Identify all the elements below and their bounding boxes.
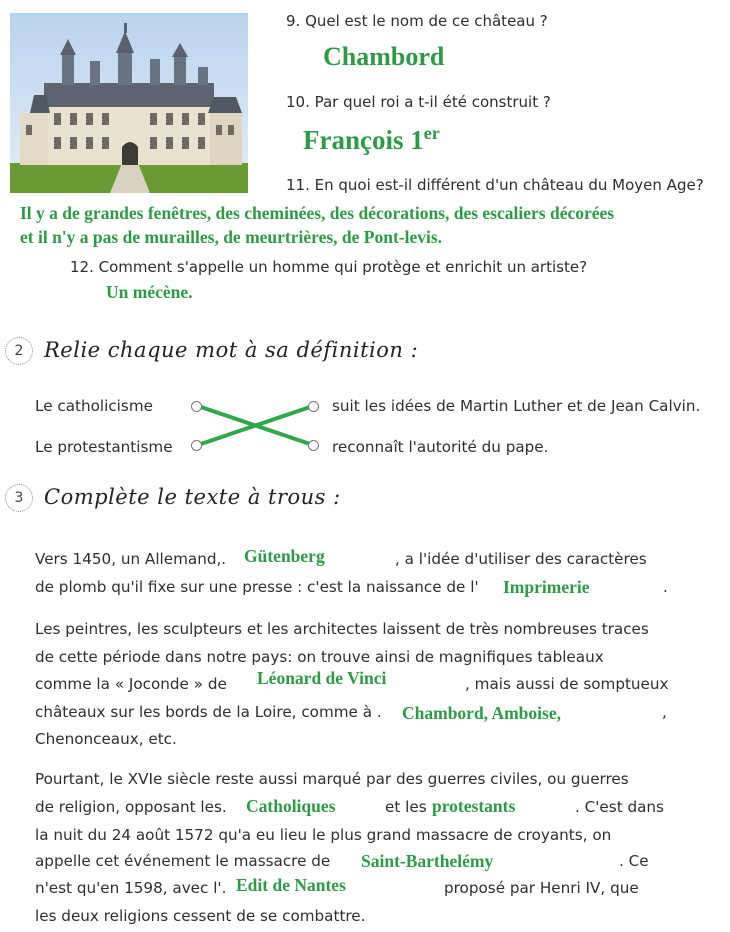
p3-line-1: Pourtant, le XVIe siècle reste aussi marqué par des guerres civiles, ou guerres (35, 770, 629, 788)
match-right-2: reconnaît l'autorité du pape. (332, 438, 549, 456)
section-2-title: Relie chaque mot à sa définition : (44, 338, 419, 362)
answer-blank-4: Chambord, Amboise, (402, 703, 561, 723)
question-12: 12. Comment s'appelle un homme qui protège et enrichit un artiste? (70, 258, 588, 276)
p3-line-4a: appelle cet événement le massacre de (35, 852, 331, 870)
answer-10-base: François 1 (303, 125, 424, 155)
answer-blank-1: Gütenberg (244, 546, 325, 566)
p1-line-1b: , a l'idée d'utiliser des caractères (395, 550, 647, 568)
p3-line-5a: n'est qu'en 1598, avec l'. (35, 879, 227, 897)
match-left-1: Le catholicisme (35, 397, 153, 415)
match-dot-left-1[interactable] (191, 401, 202, 412)
section-2-number: 2 (5, 337, 33, 365)
answer-10-superscript: er (423, 123, 440, 143)
p2-line-5: Chenonceaux, etc. (35, 730, 177, 748)
match-left-2: Le protestantisme (35, 438, 173, 456)
p1-line-2a: de plomb qu'il fixe sur une presse : c'est la naissance de l' (35, 578, 479, 596)
p2-line-3b: , mais aussi de somptueux (465, 675, 669, 693)
p2-line-1: Les peintres, les sculpteurs et les architectes laissent de très nombreuses traces (35, 620, 649, 638)
p3-line-2a: de religion, opposant les. (35, 798, 227, 816)
p1-line-1a: Vers 1450, un Allemand,. (35, 550, 227, 568)
p2-line-4a: châteaux sur les bords de la Loire, comme à . (35, 703, 382, 721)
match-dot-right-1[interactable] (308, 401, 319, 412)
p3-line-4b: . Ce (619, 852, 649, 870)
question-9: 9. Quel est le nom de ce château ? (286, 12, 548, 30)
answer-blank-2: Imprimerie (503, 577, 590, 597)
question-11: 11. En quoi est-il différent d'un château du Moyen Age? (286, 176, 704, 194)
p2-line-2: de cette période dans notre pays: on trouve ainsi de magnifiques tableaux (35, 648, 604, 666)
answer-11-line-2: et il n'y a pas de murailles, de meurtrières, de Pont-levis. (20, 227, 443, 247)
section-3-title: Complète le texte à trous : (44, 485, 341, 509)
section-3-number: 3 (5, 484, 33, 512)
answer-blank-5: Catholiques (246, 796, 336, 816)
answer-9: Chambord (323, 42, 445, 71)
answer-blank-7: Saint-Barthelémy (361, 851, 494, 871)
p3-line-6: les deux religions cessent de se combattre. (35, 907, 366, 925)
answer-blank-3: Léonard de Vinci (257, 668, 387, 688)
match-dot-right-2[interactable] (308, 440, 319, 451)
p1-line-2b: . (663, 578, 668, 596)
p2-line-4b: , (662, 703, 667, 721)
p3-line-5b: proposé par Henri IV, que (444, 879, 639, 897)
question-10: 10. Par quel roi a t-il été construit ? (286, 93, 551, 111)
p3-line-2c: . C'est dans (575, 798, 664, 816)
answer-blank-8: Edit de Nantes (236, 875, 346, 895)
answer-blank-6: protestants (432, 796, 516, 816)
match-right-1: suit les idées de Martin Luther et de Jean Calvin. (332, 397, 701, 415)
answer-12: Un mécène. (106, 282, 193, 302)
match-dot-left-2[interactable] (191, 440, 202, 451)
p3-line-2b: et les (385, 798, 427, 816)
answer-11-line-1: Il y a de grandes fenêtres, des cheminées, des décorations, des escaliers décorées (20, 203, 615, 223)
p3-line-3: la nuit du 24 août 1572 qu'a eu lieu le plus grand massacre de croyants, on (35, 826, 612, 844)
p2-line-3a: comme la « Joconde » de (35, 675, 227, 693)
